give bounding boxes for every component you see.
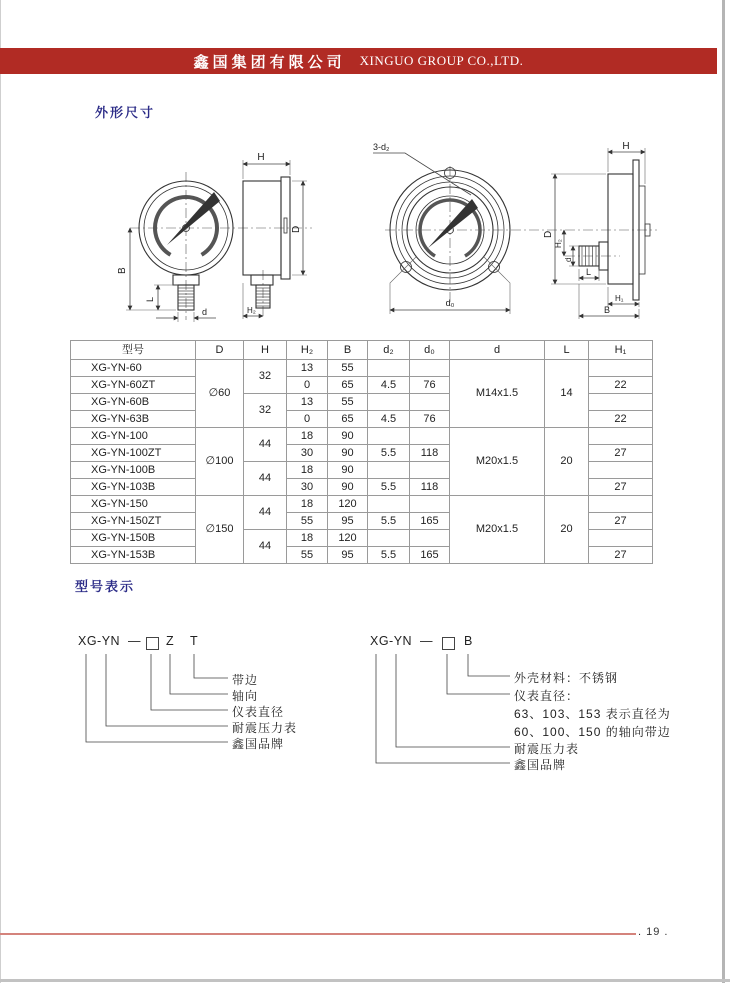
- value-cell: 44: [244, 530, 287, 564]
- footer-rule: [0, 933, 636, 935]
- value-cell: 13: [287, 360, 328, 377]
- dim-label-D: D: [543, 230, 554, 238]
- model-size-box: [146, 637, 159, 650]
- value-cell: M20x1.5: [450, 428, 545, 496]
- value-cell: 0: [287, 411, 328, 428]
- value-cell: 20: [545, 428, 589, 496]
- outline-dimensions-heading: 外形尺寸: [95, 105, 156, 120]
- dim-label-B: B: [117, 267, 128, 274]
- value-cell: 118: [410, 445, 450, 462]
- legend-label: 耐震压力表: [514, 742, 580, 756]
- value-cell: [368, 530, 410, 547]
- model-name-cell: XG-YN-153B: [71, 547, 196, 564]
- value-cell: ∅150: [196, 496, 244, 564]
- model-name-cell: XG-YN-150: [71, 496, 196, 513]
- suffix-t: T: [190, 634, 199, 648]
- gauge-drawing-radial: [100, 138, 330, 323]
- legend-label: 仪表直径：: [514, 689, 580, 703]
- value-cell: 18: [287, 462, 328, 479]
- legend-label: 60、100、150 的轴向带边: [514, 725, 671, 739]
- model-name-cell: XG-YN-100: [71, 428, 196, 445]
- dim-label-d0: d₀: [445, 298, 455, 308]
- dim-label-L: L: [586, 267, 592, 277]
- column-header: H: [244, 341, 287, 360]
- value-cell: 30: [287, 445, 328, 462]
- value-cell: 30: [287, 479, 328, 496]
- dim-label-d: d: [564, 257, 573, 262]
- value-cell: [410, 462, 450, 479]
- company-banner: [0, 48, 717, 74]
- value-cell: [589, 530, 653, 547]
- column-header: D: [196, 341, 244, 360]
- model-name-cell: XG-YN-150ZT: [71, 513, 196, 530]
- page-edge-bottom: [0, 979, 730, 982]
- table-row: [71, 496, 653, 513]
- suffix-b: B: [464, 634, 473, 648]
- bezel-slot: [284, 218, 287, 233]
- value-cell: 55: [287, 513, 328, 530]
- dash: —: [128, 634, 141, 648]
- value-cell: 90: [328, 428, 368, 445]
- gauge-side-view: [243, 177, 290, 308]
- model-name-cell: XG-YN-150B: [71, 530, 196, 547]
- legend-label: 轴向: [232, 689, 259, 703]
- legend-label: 鑫国品牌: [514, 758, 567, 772]
- value-cell: [368, 462, 410, 479]
- value-cell: [410, 428, 450, 445]
- value-cell: [589, 462, 653, 479]
- value-cell: 44: [244, 428, 287, 462]
- model-name-cell: XG-YN-103B: [71, 479, 196, 496]
- legend-label: 鑫国品牌: [232, 737, 285, 751]
- value-cell: 76: [410, 411, 450, 428]
- thread-hatch: [178, 288, 194, 306]
- model-designation-heading: 型号表示: [75, 579, 136, 594]
- value-cell: [368, 394, 410, 411]
- dim-label-L: L: [145, 296, 155, 302]
- value-cell: 5.5: [368, 479, 410, 496]
- value-cell: 65: [328, 411, 368, 428]
- value-cell: 4.5: [368, 411, 410, 428]
- column-header: d: [450, 341, 545, 360]
- value-cell: ∅100: [196, 428, 244, 496]
- thread-hatch-side: [256, 288, 270, 306]
- value-cell: [368, 496, 410, 513]
- gauge-drawing-axial: [365, 138, 665, 323]
- value-cell: [589, 360, 653, 377]
- value-cell: 118: [410, 479, 450, 496]
- value-cell: [410, 360, 450, 377]
- company-name-english: XINGUO GROUP CO.,LTD.: [359, 53, 524, 68]
- model-name-cell: XG-YN-60: [71, 360, 196, 377]
- column-header: d₂: [368, 341, 410, 360]
- legend-label: 仪表直径: [232, 705, 285, 719]
- value-cell: 55: [328, 394, 368, 411]
- value-cell: [589, 496, 653, 513]
- value-cell: 14: [545, 360, 589, 428]
- legend-label: 耐震压力表: [232, 721, 298, 735]
- value-cell: 55: [328, 360, 368, 377]
- value-cell: 13: [287, 394, 328, 411]
- value-cell: [589, 428, 653, 445]
- value-cell: 120: [328, 530, 368, 547]
- dim-label-d: d: [202, 307, 208, 317]
- dim-label-D: D: [291, 225, 302, 233]
- column-header: H₂: [287, 341, 328, 360]
- socket-side: [251, 275, 273, 285]
- value-cell: 90: [328, 445, 368, 462]
- value-cell: 18: [287, 496, 328, 513]
- model-name-cell: XG-YN-60B: [71, 394, 196, 411]
- legend-label: 带边: [232, 673, 259, 687]
- value-cell: 27: [589, 445, 653, 462]
- value-cell: 22: [589, 411, 653, 428]
- model-name-cell: XG-YN-60ZT: [71, 377, 196, 394]
- value-cell: [410, 394, 450, 411]
- dim-label-H2: H₂: [247, 306, 256, 315]
- value-cell: 95: [328, 513, 368, 530]
- value-cell: 18: [287, 428, 328, 445]
- value-cell: 5.5: [368, 513, 410, 530]
- value-cell: 65: [328, 377, 368, 394]
- company-name-chinese: 鑫国集团有限公司: [193, 53, 346, 71]
- value-cell: [589, 394, 653, 411]
- dim-label-B: B: [604, 305, 611, 315]
- value-cell: 27: [589, 479, 653, 496]
- value-cell: 5.5: [368, 445, 410, 462]
- needle: [428, 199, 478, 248]
- value-cell: 165: [410, 547, 450, 564]
- dim-label-H2: H₂: [554, 239, 563, 248]
- value-cell: 95: [328, 547, 368, 564]
- value-cell: 27: [589, 547, 653, 564]
- value-cell: 55: [287, 547, 328, 564]
- table-row: [71, 360, 653, 377]
- value-cell: [368, 360, 410, 377]
- dimension-table: [70, 340, 653, 564]
- table-row: [71, 428, 653, 445]
- model-name-cell: XG-YN-100B: [71, 462, 196, 479]
- value-cell: [410, 530, 450, 547]
- dim-label-H1: H₁: [615, 294, 624, 303]
- value-cell: [410, 496, 450, 513]
- dimension-annotations: [117, 152, 307, 322]
- column-header: 型号: [71, 341, 196, 360]
- dimension-annotations: [543, 141, 645, 319]
- value-cell: 32: [244, 394, 287, 428]
- column-header: H₁: [589, 341, 653, 360]
- page-edge-right: [722, 0, 725, 983]
- value-cell: 27: [589, 513, 653, 530]
- value-cell: 18: [287, 530, 328, 547]
- column-header: L: [545, 341, 589, 360]
- value-cell: M14x1.5: [450, 360, 545, 428]
- value-cell: 20: [545, 496, 589, 564]
- value-cell: 22: [589, 377, 653, 394]
- model-legend-b: [362, 628, 714, 783]
- dash: —: [420, 634, 433, 648]
- value-cell: 76: [410, 377, 450, 394]
- model-name-cell: XG-YN-63B: [71, 411, 196, 428]
- value-cell: 5.5: [368, 547, 410, 564]
- case-body: [608, 174, 633, 284]
- model-legend-zt: [70, 628, 370, 768]
- value-cell: 90: [328, 462, 368, 479]
- value-cell: 44: [244, 496, 287, 530]
- value-cell: 120: [328, 496, 368, 513]
- dim-label-H: H: [622, 141, 630, 152]
- model-prefix: XG-YN: [78, 634, 121, 648]
- value-cell: M20x1.5: [450, 496, 545, 564]
- value-cell: 90: [328, 479, 368, 496]
- value-cell: ∅60: [196, 360, 244, 428]
- column-header: B: [328, 341, 368, 360]
- value-cell: 165: [410, 513, 450, 530]
- value-cell: 32: [244, 360, 287, 394]
- page-edge-left: [0, 0, 1, 983]
- value-cell: [368, 428, 410, 445]
- legend-label: 外壳材料：不锈钢: [514, 671, 619, 685]
- legend-label: 63、103、153 表示直径为: [514, 707, 671, 721]
- model-size-box: [442, 637, 455, 650]
- table-header-row: [71, 341, 653, 360]
- leader-lines: [70, 628, 370, 768]
- suffix-z: Z: [166, 634, 175, 648]
- model-name-cell: XG-YN-100ZT: [71, 445, 196, 462]
- page-number: . 19 .: [638, 926, 669, 938]
- dim-label-H: H: [257, 152, 265, 163]
- value-cell: 0: [287, 377, 328, 394]
- callout-label-3-d2: 3-d₂: [373, 142, 390, 152]
- value-cell: 44: [244, 462, 287, 496]
- value-cell: 4.5: [368, 377, 410, 394]
- model-prefix: XG-YN: [370, 634, 413, 648]
- column-header: d₀: [410, 341, 450, 360]
